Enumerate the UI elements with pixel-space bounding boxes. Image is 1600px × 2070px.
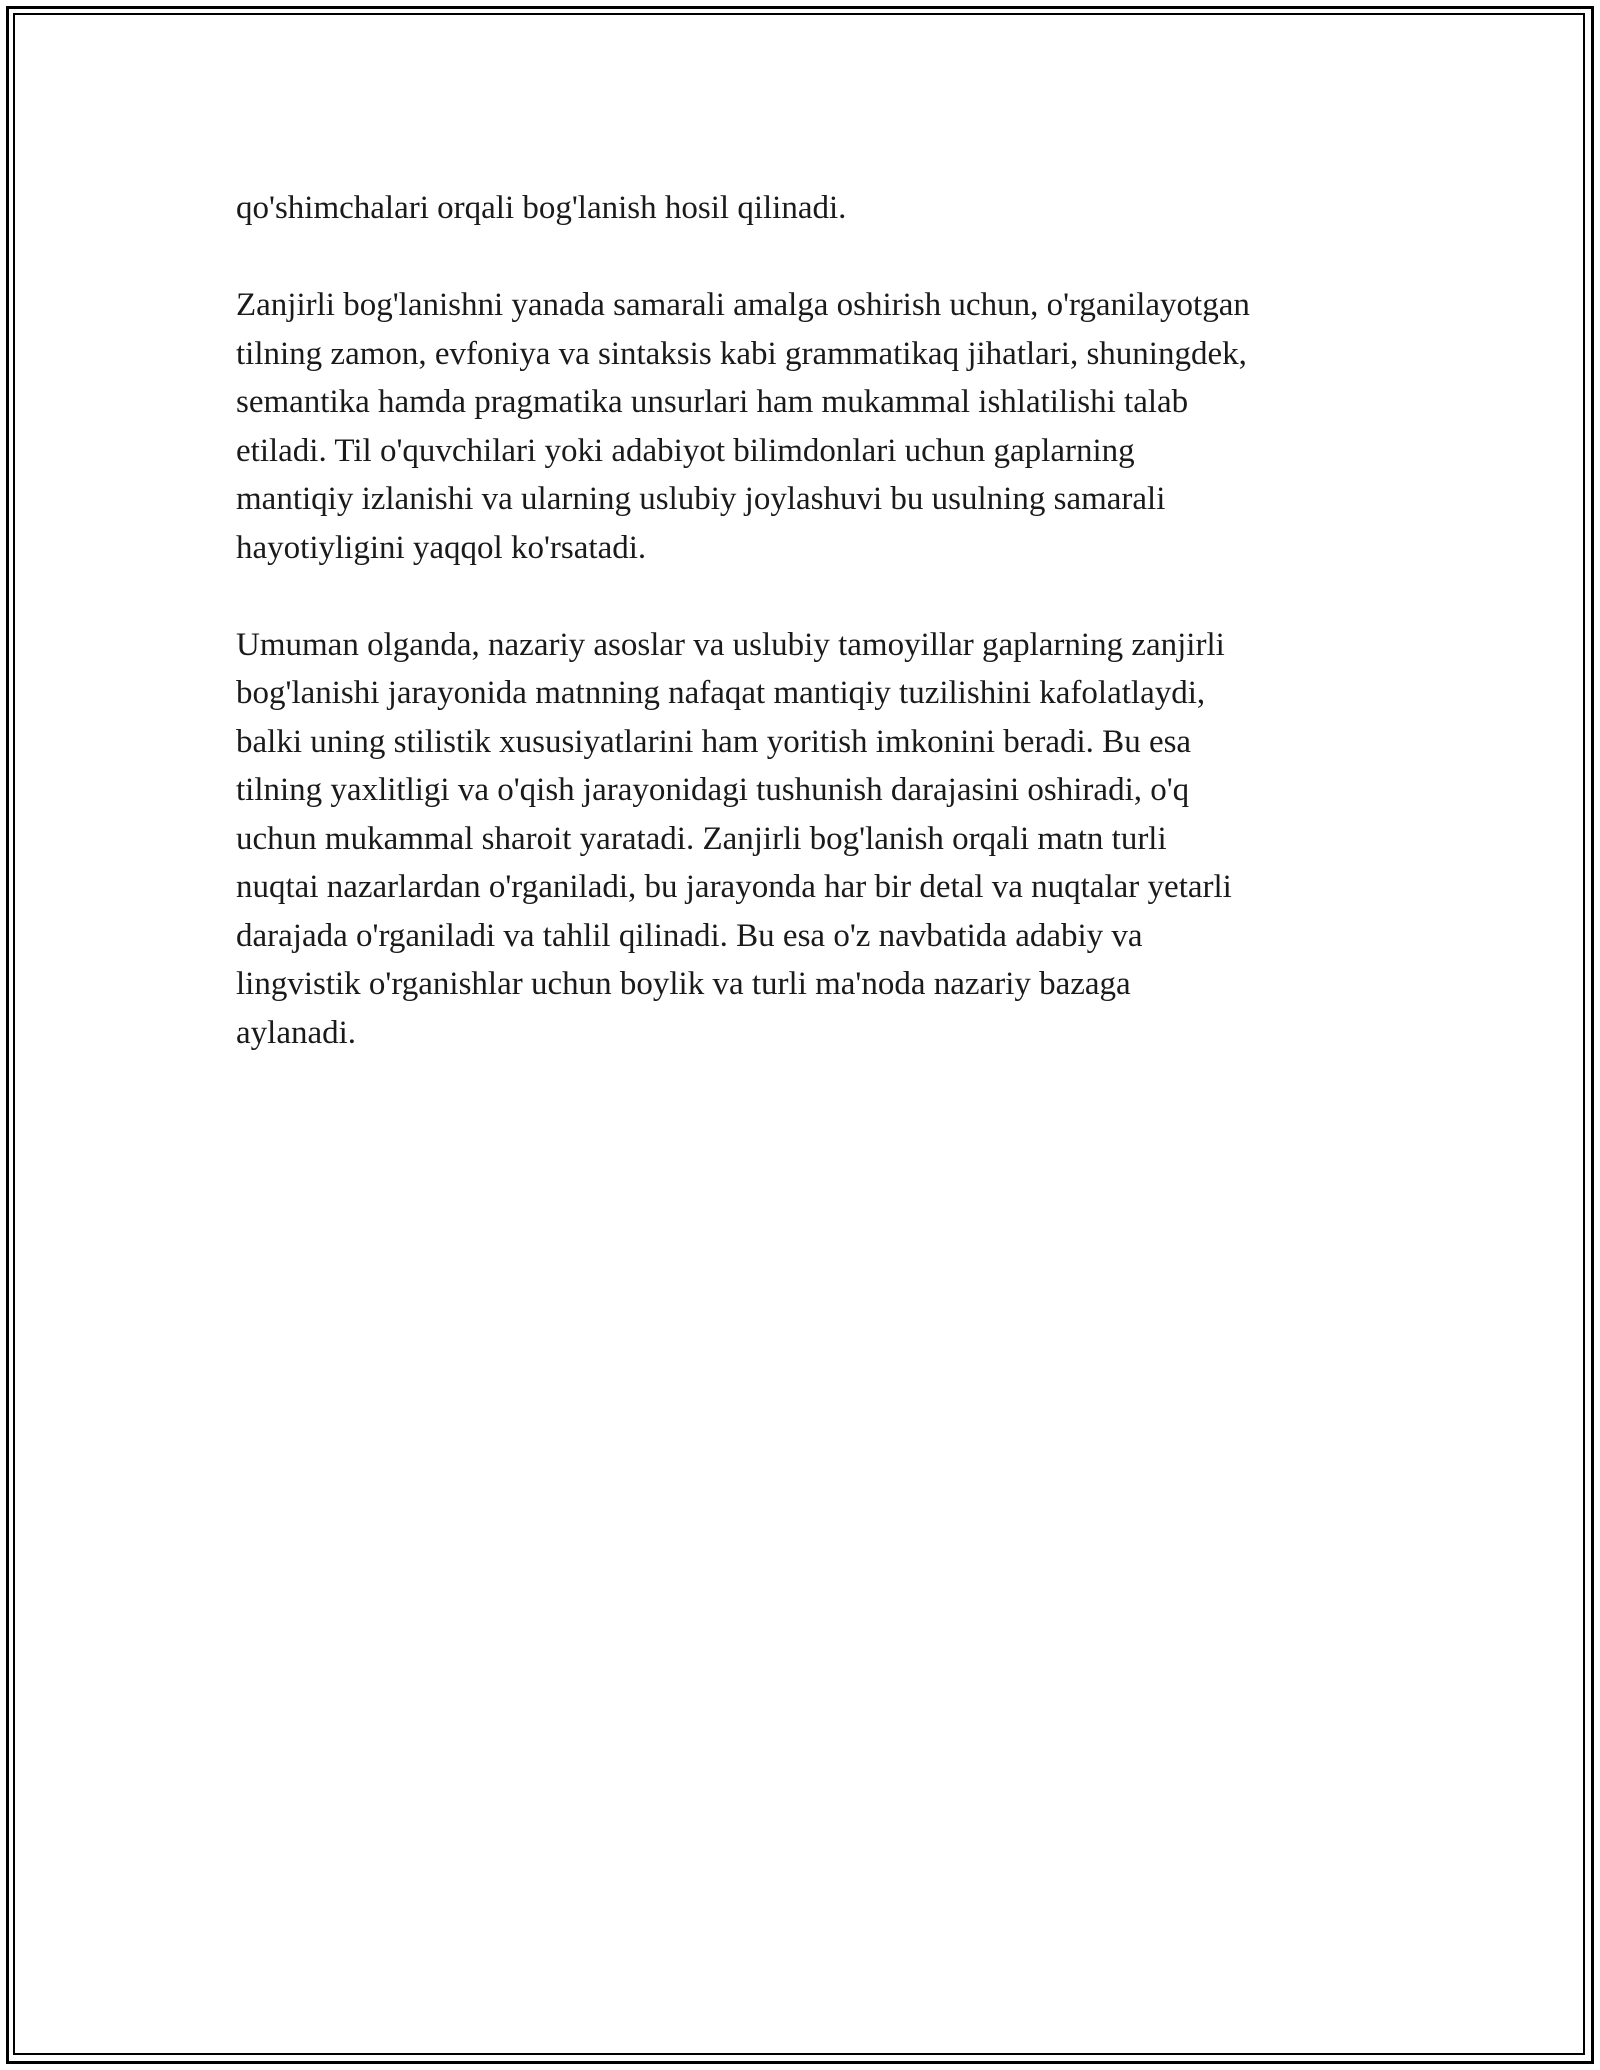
paragraph-3: Umuman olganda, nazariy asoslar va uslubiy tamoyillar gaplarning zanjirli bog'lanishi jarayonida matnning nafaqat mantiqiy tuzilishini kafolatlaydi, balki uning stilistik xususiyatlarini ham yoritish imkonini beradi. Bu esa tilning yaxlitligi va o'qish jarayonidagi tushunish darajasini oshiradi, o'q uchun mukammal sharoit yaratadi. Zanjirli bog'lanish orqali matn turli nuqtai nazarlardan o'rganiladi, bu jarayonda har bir detal va nuqtalar yetarli darajada o'rganiladi va tahlil qilinadi. Bu esa o'z navbatida adabiy va lingvistik o'rganishlar uchun boylik va turli ma'noda nazariy bazaga aylanadi. [236,626,1232,1051]
paragraph-2: Zanjirli bog'lanishni yanada samarali amalga oshirish uchun, o'rganilayotgan tilning zamon, evfoniya va sintaksis kabi grammatikaq jihatlari, shuningdek, semantika hamda pragmatika unsurlari ham mukammal ishlatilishi talab etiladi. Til o'quvchilari yoki adabiyot bilimdonlari uchun gaplarning mantiqiy izlanishi va ularning uslubiy joylashuvi bu usulning samarali hayotiyligini yaqqol ko'rsatadi. [236,287,1250,566]
document-body [236,184,1366,1106]
paragraph-1: qo'shimchalari orqali bog'lanish hosil qilinadi. [236,190,847,226]
